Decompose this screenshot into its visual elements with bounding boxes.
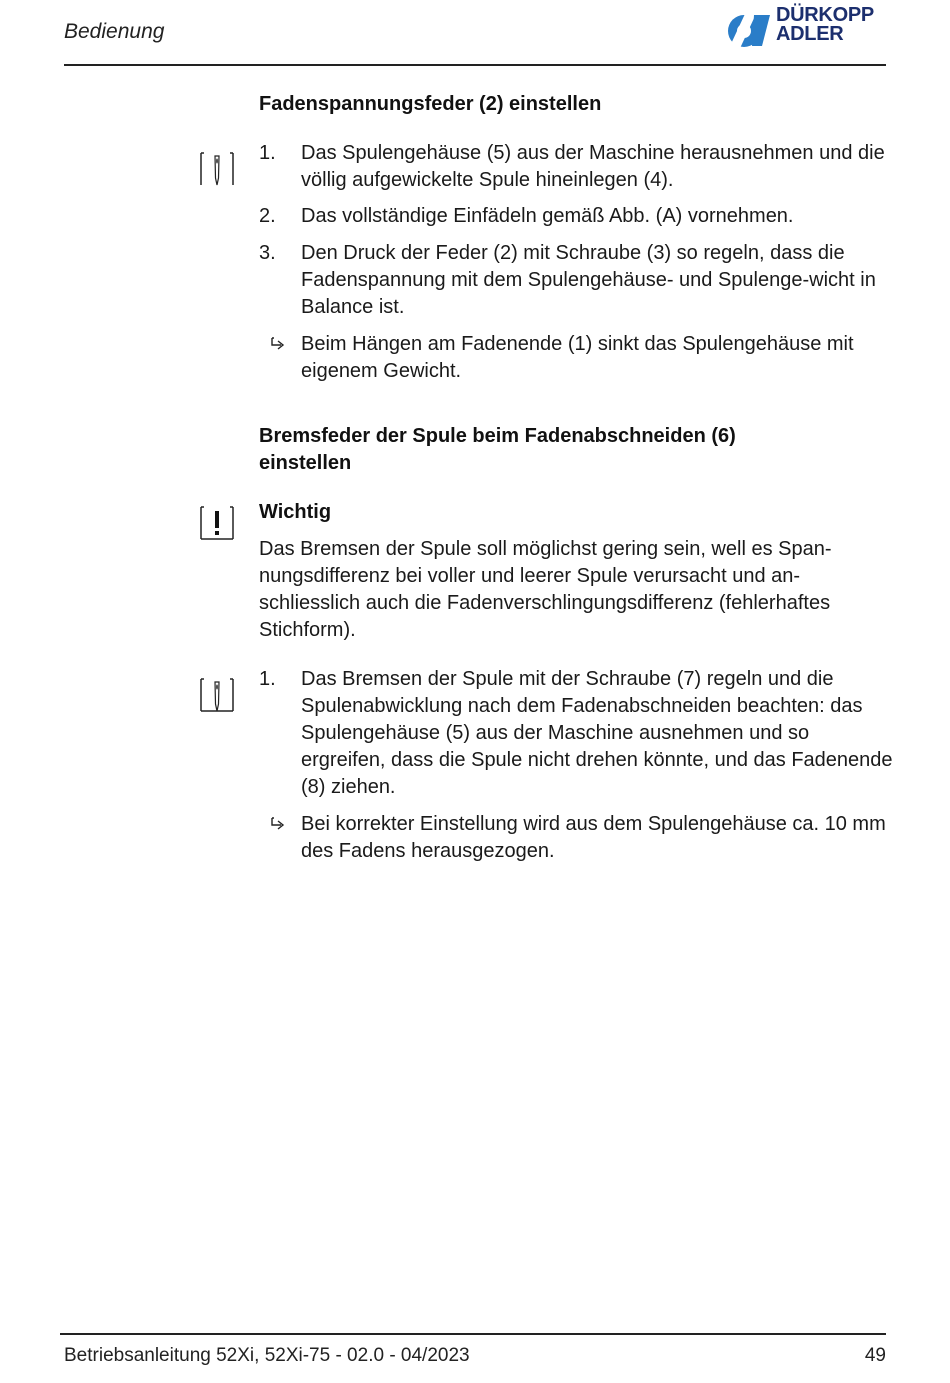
result-arrow-icon <box>259 335 299 355</box>
step-number: 3. <box>259 242 276 264</box>
result-text: Beim Hängen am Fadenende (1) sinkt das Spulengehäuse mit eigenem Gewicht. <box>301 333 854 382</box>
result-arrow-icon <box>259 815 299 835</box>
logo-line-2: ADLER <box>776 23 844 45</box>
header-section-title: Bedienung <box>64 20 165 43</box>
step-text: Das Bremsen der Spule mit der Schraube (7) regeln und die Spulenabwicklung nach dem Fadenabschneiden beachten: das Spulengehäuse (5) aus der Maschine ausnehmen und so ergreifen, dass die Spule nicht drehen könnte, und das Fadenende (8) ziehen. <box>301 668 893 798</box>
important-label: Wichtig <box>259 501 332 523</box>
logo-line-1: DÜRKOPP <box>776 4 874 26</box>
important-text: Das Bremsen der Spule soll möglichst gering sein, well es Span-nungsdifferenz bei voller und leerer Spule verursacht und an-schliesslich auch die Fadenverschlingungsdifferenz (fehlerhaftes Stichform). <box>259 538 832 641</box>
exclamation-icon <box>200 506 234 540</box>
section-2-heading <box>259 423 736 477</box>
footer-divider <box>60 1333 886 1335</box>
section-2-heading-line-1: Bremsfeder der Spule beim Fadenabschneiden (6) <box>259 425 736 447</box>
section-2-heading-line-2: einstellen <box>259 452 352 474</box>
step-text: Den Druck der Feder (2) mit Schraube (3) so regeln, dass die Fadenspannung mit dem Spulengehäuse- und Spulenge-wicht in Balance ist. <box>301 242 876 318</box>
section-1-result <box>259 331 899 385</box>
needle-icon <box>200 678 234 712</box>
step-text: Das Spulengehäuse (5) aus der Maschine herausnehmen und die völlig aufgewickelte Spule hineinlegen (4). <box>301 142 885 191</box>
step-number: 1. <box>259 142 276 164</box>
result-text: Bei korrekter Einstellung wird aus dem Spulengehäuse ca. 10 mm des Fadens herausgezogen. <box>301 813 886 862</box>
section-1-step-3 <box>259 240 899 321</box>
logo-text <box>776 6 896 44</box>
section-1-step-1 <box>259 140 899 194</box>
footer-document-info: Betriebsanleitung 52Xi, 52Xi-75 - 02.0 - 04/2023 <box>64 1345 470 1366</box>
header-divider <box>64 64 886 66</box>
step-number: 1. <box>259 668 276 690</box>
needle-icon <box>200 152 234 186</box>
section-1-heading: Fadenspannungsfeder (2) einstellen <box>259 93 602 115</box>
section-2-step-1 <box>259 666 899 801</box>
step-number: 2. <box>259 205 276 227</box>
logo-mark-icon <box>724 6 772 50</box>
section-1-step-2 <box>259 203 899 230</box>
section-2-result <box>259 811 899 865</box>
step-text: Das vollständige Einfädeln gemäß Abb. (A) vornehmen. <box>301 205 794 227</box>
page-number: 49 <box>864 1345 886 1366</box>
